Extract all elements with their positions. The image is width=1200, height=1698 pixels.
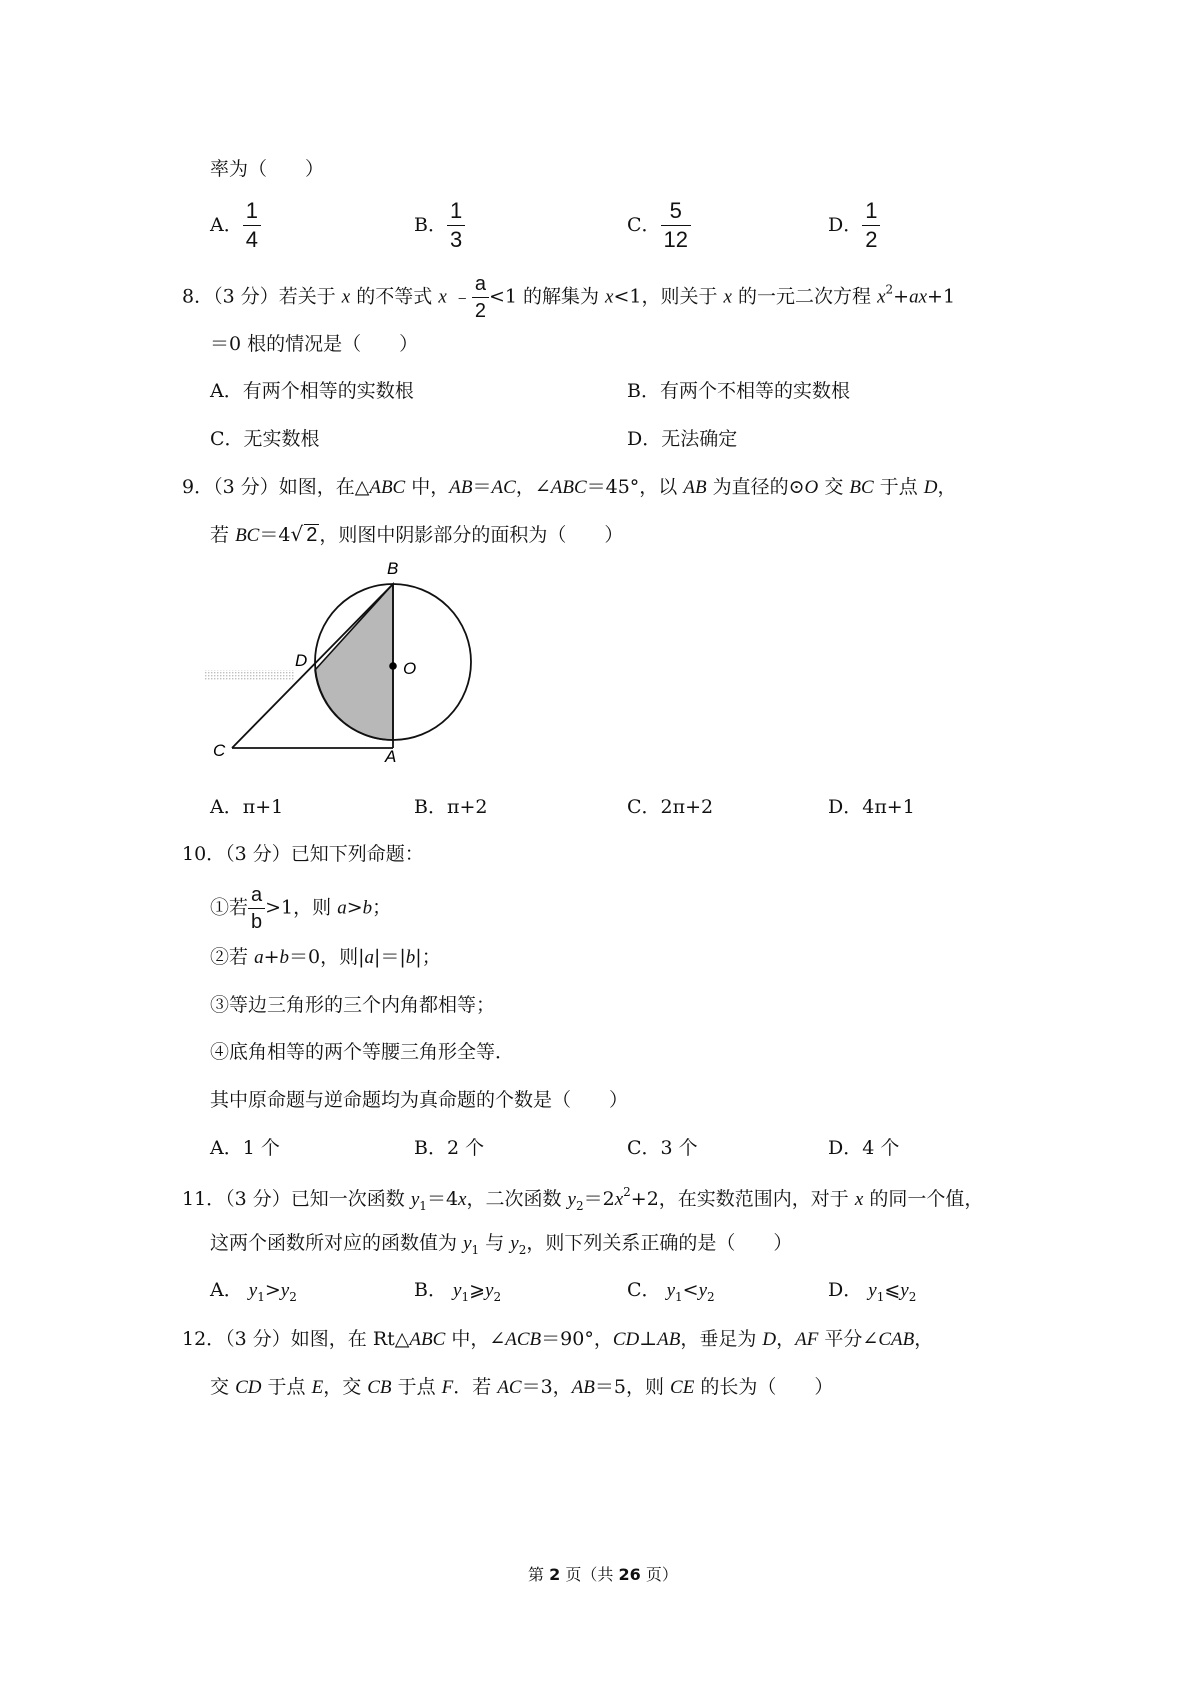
page-footer: 第 2 页（共 26 页） [528,1565,678,1584]
q8-option-d: D．无法确定 [627,428,738,450]
label-d: D [295,651,308,670]
center-point [389,662,397,670]
q11-line1: 11．（3 分）已知一次函数 $y_1=4x$，二次函数 $y_2=2x^2+2$，在实数范围内，对于 x 的同一个值， [182,1185,984,1213]
label-b: B [387,559,399,578]
q11-option-b: B． $y_1⩾y_2$ [414,1279,502,1304]
q12-line2: 交 CD 于点 E，交 CB 于点 F．若 AC＝3，AB＝5，则 CE 的长为（ ） [210,1376,834,1398]
q8-option-c: C．无实数根 [210,428,320,450]
q11-line2: 这两个函数所对应的函数值为 $y_1$ 与 $y_2$，则下列关系正确的是（ ） [210,1232,793,1257]
q7-option-a: A． $\frac{1}{4}$ [210,200,261,251]
q11-option-c: C． $y_1<y_2$ [627,1279,715,1304]
q9-option-a: A．π+1 [210,796,284,818]
q10-option-c: C．3 个 [627,1137,698,1159]
q9-figure [205,558,480,763]
q7-option-d: D． $\frac{1}{2}$ [828,200,880,251]
q8-line1: 8．（3 分）若关于 x 的不等式 x ﹣ $\frac{a}{2}$ <1 的解集为 x<1，则关于 x 的一元二次方程 $x^2+ax+1$ [182,273,956,322]
q7-option-c: C． $\frac{5}{12}$ [627,200,691,251]
q10-proposition-1: ①若 $\frac{a}{b}$ >1，则 a>b； [210,884,392,933]
q9-option-c: C．2π+2 [627,796,714,818]
q10-option-b: B．2 个 [414,1137,485,1159]
q7-continuation: 率为（ ） [210,158,325,180]
label-a: A [385,747,397,763]
q12-line1: 12．（3 分）如图，在 Rt△ABC 中，∠ACB＝90°，CD⊥AB，垂足为 D，AF 平分∠CAB， [182,1328,934,1350]
q10-proposition-2: ②若 a+b＝0，则|a|＝|b|； [210,946,441,968]
q10-option-d: D．4 个 [828,1137,900,1159]
q9-line1: 9．（3 分）如图，在△ABC 中，AB＝AC，∠ABC＝45°，以 AB 为直径的⊙O 交 BC 于点 D， [182,476,957,498]
q8-option-a: A．有两个相等的实数根 [210,380,414,402]
q11-option-a: A． $y_1>y_2$ [210,1279,297,1304]
q9-option-b: B．π+2 [414,796,488,818]
q10-line1: 10．（3 分）已知下列命题： [182,843,424,865]
q11-option-d: D． $y_1⩽y_2$ [828,1279,917,1304]
q10-proposition-4: ④底角相等的两个等腰三角形全等． [210,1041,515,1063]
label-c: C [213,741,226,760]
label-o: O [403,659,417,678]
q10-question: 其中原命题与逆命题均为真命题的个数是（ ） [210,1089,629,1111]
q10-proposition-3: ③等边三角形的三个内角都相等； [210,994,496,1016]
total-pages: 26 [618,1565,641,1584]
q8-option-b: B．有两个不相等的实数根 [627,380,850,402]
q9-option-d: D．4π+1 [828,796,915,818]
shaded-region [315,584,393,740]
q7-option-b: B． $\frac{1}{3}$ [414,200,465,251]
page-number: 2 [549,1565,561,1584]
q9-line2: 若 BC＝4√ 2 ，则图中阴影部分的面积为（ ） [210,522,624,546]
q8-line2: ＝0 根的情况是（ ） [210,333,419,355]
q10-option-a: A．1 个 [210,1137,280,1159]
figure-artifact [205,670,295,680]
